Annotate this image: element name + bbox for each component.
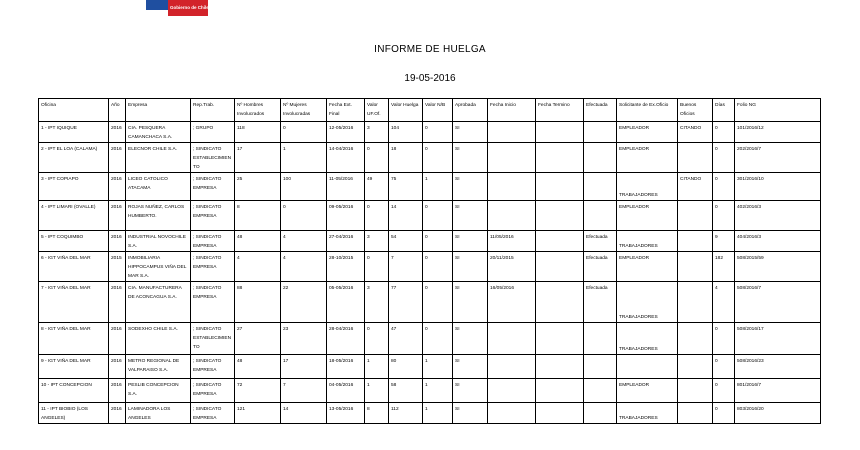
cell-valor-huelga: 54: [389, 231, 423, 252]
cell-empresa: CIA. PESQUERA CAMANCHACA S.A.: [126, 122, 191, 143]
cell-empresa: PESLIB CONCEPCION S.A.: [126, 379, 191, 403]
cell-fecha-termino: [536, 252, 584, 282]
cell-empresa: INMOBILIARIA HIPPOCAMPUS VIÑA DEL MAR S.A.: [126, 252, 191, 282]
cell-solicitante: EMPLEADOR: [617, 252, 678, 282]
cell-fecha-termino: [536, 201, 584, 231]
cell-fecha-ext: 11-05/2016: [327, 173, 365, 201]
cell-fecha-inicio: [488, 122, 536, 143]
cell-aprobada: SI: [453, 231, 488, 252]
cell-aprobada: SI: [453, 143, 488, 173]
cell-fecha-ext: 13-05/2016: [327, 403, 365, 424]
cell-solicitante: EMPLEADOR: [617, 122, 678, 143]
cell-mujeres: 14: [281, 403, 327, 424]
cell-fecha-inicio: [488, 379, 536, 403]
cell-rep-trab: ; GRUPO: [191, 122, 235, 143]
cell-oficina: 10 - IPT CONCEPCION: [39, 379, 109, 403]
cell-dias: 0: [713, 122, 735, 143]
cell-valor-huelga: 18: [389, 143, 423, 173]
cell-buenos-oficios: [678, 355, 713, 379]
cell-hombres: 17: [235, 143, 281, 173]
cell-dias: 0: [713, 355, 735, 379]
cell-ano: 2016: [109, 323, 126, 355]
cell-efectuada: [584, 122, 617, 143]
col-header-rep-trab: Rep.Trab.: [191, 99, 235, 122]
cell-solicitante: TRABAJADORES: [617, 323, 678, 355]
cell-efectuada: Efectuada: [584, 231, 617, 252]
table-row: [39, 355, 821, 379]
table-row: [39, 252, 821, 282]
cell-valor-uf: 3: [365, 231, 389, 252]
cell-valor-uf: 1: [365, 379, 389, 403]
cell-solicitante: TRABAJADORES: [617, 231, 678, 252]
cell-rep-trab: ; SINDICATO EMPRESA: [191, 201, 235, 231]
cell-solicitante: TRABAJADORES: [617, 403, 678, 424]
cell-oficina: 2 - IPT EL LOA (CALAMA): [39, 143, 109, 173]
cell-ano: 2016: [109, 173, 126, 201]
cell-valor-nb: 0: [423, 323, 453, 355]
cell-folio: 803/2016/20: [735, 403, 821, 424]
table-row: [39, 282, 821, 323]
cell-valor-huelga: 7: [389, 252, 423, 282]
cell-fecha-inicio: 11/05/2016: [488, 231, 536, 252]
col-header-fecha-inicio: Fecha Inicio: [488, 99, 536, 122]
col-header-oficina: Oficina: [39, 99, 109, 122]
cell-aprobada: SI: [453, 252, 488, 282]
cell-valor-uf: 3: [365, 282, 389, 323]
cell-valor-uf: 8: [365, 403, 389, 424]
cell-folio: 508/2016/7: [735, 282, 821, 323]
cell-valor-uf: 1: [365, 355, 389, 379]
cell-hombres: 88: [235, 282, 281, 323]
cell-fecha-ext: 12-05/2016: [327, 122, 365, 143]
table-row: [39, 379, 821, 403]
cell-valor-huelga: 104: [389, 122, 423, 143]
cell-dias: 0: [713, 323, 735, 355]
cell-valor-huelga: 77: [389, 282, 423, 323]
cell-hombres: 4: [235, 252, 281, 282]
cell-valor-uf: 0: [365, 323, 389, 355]
cell-ano: 2016: [109, 379, 126, 403]
cell-oficina: 7 - IGT VIÑA DEL MAR: [39, 282, 109, 323]
cell-dias: 0: [713, 403, 735, 424]
report-date: 19-05-2016: [404, 73, 456, 84]
cell-mujeres: 7: [281, 379, 327, 403]
cell-hombres: 27: [235, 323, 281, 355]
cell-rep-trab: ; SINDICATO EMPRESA: [191, 282, 235, 323]
cell-dias: 9: [713, 231, 735, 252]
col-header-valor-huelga: Valor Huelga: [389, 99, 423, 122]
cell-fecha-ext: 09-05/2016: [327, 201, 365, 231]
cell-valor-nb: 0: [423, 282, 453, 323]
cell-valor-nb: 1: [423, 379, 453, 403]
cell-ano: 2016: [109, 403, 126, 424]
cell-mujeres: 4: [281, 231, 327, 252]
cell-dias: 182: [713, 252, 735, 282]
cell-solicitante: [617, 355, 678, 379]
cell-ano: 2016: [109, 282, 126, 323]
cell-buenos-oficios: [678, 252, 713, 282]
cell-fecha-ext: 04-05/2016: [327, 379, 365, 403]
cell-aprobada: SI: [453, 173, 488, 201]
cell-empresa: LAMINADORA LOS ANGELES: [126, 403, 191, 424]
cell-hombres: 121: [235, 403, 281, 424]
cell-efectuada: [584, 143, 617, 173]
cell-valor-huelga: 58: [389, 379, 423, 403]
cell-oficina: 8 - IGT VIÑA DEL MAR: [39, 323, 109, 355]
cell-valor-huelga: 75: [389, 173, 423, 201]
cell-solicitante: EMPLEADOR: [617, 201, 678, 231]
logo-text: Gobierno de Chile: [170, 5, 209, 10]
cell-valor-nb: 1: [423, 173, 453, 201]
cell-oficina: 9 - IGT VIÑA DEL MAR: [39, 355, 109, 379]
cell-fecha-termino: [536, 403, 584, 424]
cell-hombres: 72: [235, 379, 281, 403]
cell-rep-trab: ; SINDICATO EMPRESA: [191, 355, 235, 379]
cell-folio: 801/2016/7: [735, 379, 821, 403]
table-header-row: [39, 99, 821, 122]
cell-empresa: LICEO CATOLICO ATACAMA: [126, 173, 191, 201]
cell-valor-huelga: 80: [389, 355, 423, 379]
cell-rep-trab: ; SINDICATO EMPRESA: [191, 173, 235, 201]
cell-valor-nb: 0: [423, 231, 453, 252]
cell-valor-uf: 49: [365, 173, 389, 201]
cell-fecha-termino: [536, 122, 584, 143]
cell-mujeres: 23: [281, 323, 327, 355]
cell-mujeres: 0: [281, 201, 327, 231]
cell-efectuada: [584, 379, 617, 403]
cell-hombres: 25: [235, 173, 281, 201]
col-header-fecha-ext: Fecha Ext. Final: [327, 99, 365, 122]
gobierno-logo: [146, 0, 208, 16]
cell-efectuada: [584, 173, 617, 201]
cell-ano: 2015: [109, 252, 126, 282]
cell-solicitante: EMPLEADOR: [617, 143, 678, 173]
cell-folio: 202/2016/7: [735, 143, 821, 173]
cell-mujeres: 1: [281, 143, 327, 173]
cell-rep-trab: ; SINDICATO EMPRESA: [191, 231, 235, 252]
cell-rep-trab: ; SINDICATO EMPRESA: [191, 379, 235, 403]
cell-empresa: INDUSTRIAL NOVOCHILE S.A.: [126, 231, 191, 252]
cell-efectuada: [584, 403, 617, 424]
cell-valor-uf: 0: [365, 252, 389, 282]
col-header-dias: Días: [713, 99, 735, 122]
cell-hombres: 118: [235, 122, 281, 143]
cell-valor-nb: 1: [423, 355, 453, 379]
cell-valor-huelga: 14: [389, 201, 423, 231]
cell-oficina: 11 - IPT BIOBIO (LOS ANGELES): [39, 403, 109, 424]
cell-valor-nb: 0: [423, 252, 453, 282]
cell-valor-nb: 0: [423, 122, 453, 143]
cell-folio: 508/2016/17: [735, 323, 821, 355]
cell-buenos-oficios: [678, 282, 713, 323]
cell-valor-huelga: 112: [389, 403, 423, 424]
cell-fecha-inicio: [488, 201, 536, 231]
cell-buenos-oficios: [678, 231, 713, 252]
cell-oficina: 3 - IPT COPIAPO: [39, 173, 109, 201]
cell-efectuada: Efectuada: [584, 252, 617, 282]
col-header-fecha-termino: Fecha Termino: [536, 99, 584, 122]
table-row: [39, 323, 821, 355]
cell-aprobada: SI: [453, 201, 488, 231]
col-header-buenos-oficios: Buenos Oficios: [678, 99, 713, 122]
cell-hombres: 8: [235, 201, 281, 231]
table-body: [39, 122, 821, 424]
report-title: INFORME DE HUELGA: [374, 44, 486, 55]
cell-ano: 2016: [109, 143, 126, 173]
cell-buenos-oficios: [678, 143, 713, 173]
col-header-ano: Año: [109, 99, 126, 122]
table-row: [39, 231, 821, 252]
cell-fecha-ext: 18-05/2016: [327, 355, 365, 379]
cell-mujeres: 22: [281, 282, 327, 323]
cell-valor-nb: 1: [423, 403, 453, 424]
cell-solicitante: TRABAJADORES: [617, 173, 678, 201]
cell-mujeres: 0: [281, 122, 327, 143]
cell-empresa: ELECNOR CHILE S.A.: [126, 143, 191, 173]
cell-rep-trab: ; SINDICATO ESTABLECIMIENTO: [191, 323, 235, 355]
cell-empresa: METRO REGIONAL DE VALPARAISO S.A.: [126, 355, 191, 379]
cell-mujeres: 4: [281, 252, 327, 282]
cell-dias: 0: [713, 379, 735, 403]
strike-report-table: [38, 98, 821, 424]
cell-aprobada: SI: [453, 323, 488, 355]
cell-oficina: 1 - IPT IQUIQUE: [39, 122, 109, 143]
cell-empresa: ROJAS NUÑEZ, CARLOS HUMBERTO.: [126, 201, 191, 231]
cell-aprobada: SI: [453, 403, 488, 424]
cell-empresa: SODEXHO CHILE S.A.: [126, 323, 191, 355]
cell-fecha-termino: [536, 143, 584, 173]
col-header-mujeres: Nº Mujeres Involucradas: [281, 99, 327, 122]
cell-valor-uf: 0: [365, 143, 389, 173]
cell-empresa: CIA. MANUFACTURERA DE ACONCAGUA S.A.: [126, 282, 191, 323]
cell-solicitante: TRABAJADORES: [617, 282, 678, 323]
cell-buenos-oficios: [678, 323, 713, 355]
cell-fecha-termino: [536, 355, 584, 379]
cell-fecha-ext: 28-10/2015: [327, 252, 365, 282]
table-row: [39, 143, 821, 173]
cell-folio: 301/2016/10: [735, 173, 821, 201]
cell-folio: 404/2016/3: [735, 231, 821, 252]
cell-efectuada: [584, 201, 617, 231]
cell-fecha-inicio: [488, 355, 536, 379]
cell-fecha-ext: 14-04/2016: [327, 143, 365, 173]
cell-fecha-termino: [536, 379, 584, 403]
cell-efectuada: [584, 323, 617, 355]
cell-valor-huelga: 47: [389, 323, 423, 355]
cell-rep-trab: ; SINDICATO ESTABLECIMIENTO: [191, 143, 235, 173]
col-header-solicitante: Solicitante de Ex.Oficio: [617, 99, 678, 122]
cell-dias: 0: [713, 143, 735, 173]
cell-fecha-termino: [536, 231, 584, 252]
cell-hombres: 48: [235, 355, 281, 379]
cell-fecha-inicio: [488, 173, 536, 201]
cell-buenos-oficios: [678, 403, 713, 424]
cell-folio: 402/2016/3: [735, 201, 821, 231]
col-header-valor-uf: Valor UF.Of.: [365, 99, 389, 122]
cell-fecha-inicio: [488, 323, 536, 355]
table-row: [39, 173, 821, 201]
col-header-hombres: Nº Hombres Involucrados: [235, 99, 281, 122]
table-row: [39, 403, 821, 424]
cell-ano: 2016: [109, 122, 126, 143]
cell-aprobada: SI: [453, 379, 488, 403]
cell-aprobada: SI: [453, 355, 488, 379]
cell-buenos-oficios: CITANDO: [678, 173, 713, 201]
cell-efectuada: Efectuada: [584, 282, 617, 323]
cell-buenos-oficios: [678, 201, 713, 231]
col-header-valor-nb: Valor N/B: [423, 99, 453, 122]
cell-dias: 0: [713, 173, 735, 201]
cell-folio: 508/2016/23: [735, 355, 821, 379]
cell-oficina: 5 - IPT COQUIMBO: [39, 231, 109, 252]
cell-folio: 508/2015/59: [735, 252, 821, 282]
cell-mujeres: 100: [281, 173, 327, 201]
cell-fecha-ext: 28-04/2016: [327, 323, 365, 355]
cell-valor-nb: 0: [423, 143, 453, 173]
cell-fecha-termino: [536, 282, 584, 323]
cell-ano: 2016: [109, 355, 126, 379]
cell-hombres: 48: [235, 231, 281, 252]
cell-dias: 4: [713, 282, 735, 323]
cell-aprobada: SI: [453, 122, 488, 143]
cell-fecha-termino: [536, 323, 584, 355]
table-row: [39, 122, 821, 143]
col-header-efectuada: Efectuada: [584, 99, 617, 122]
col-header-folio: Folio NG: [735, 99, 821, 122]
cell-efectuada: [584, 355, 617, 379]
cell-buenos-oficios: [678, 379, 713, 403]
cell-oficina: 4 - IPT LIMARI (OVALLE): [39, 201, 109, 231]
cell-fecha-inicio: [488, 403, 536, 424]
cell-valor-uf: 3: [365, 122, 389, 143]
cell-buenos-oficios: CITANDO: [678, 122, 713, 143]
cell-fecha-ext: 05-05/2016: [327, 282, 365, 323]
cell-fecha-termino: [536, 173, 584, 201]
cell-folio: 101/2016/12: [735, 122, 821, 143]
cell-aprobada: SI: [453, 282, 488, 323]
cell-oficina: 6 - IGT VIÑA DEL MAR: [39, 252, 109, 282]
cell-valor-nb: 0: [423, 201, 453, 231]
cell-solicitante: EMPLEADOR: [617, 379, 678, 403]
col-header-empresa: Empresa: [126, 99, 191, 122]
cell-fecha-inicio: 20/11/2015: [488, 252, 536, 282]
cell-mujeres: 17: [281, 355, 327, 379]
col-header-aprobada: Aprobada: [453, 99, 488, 122]
cell-fecha-inicio: 16/05/2016: [488, 282, 536, 323]
cell-valor-uf: 0: [365, 201, 389, 231]
cell-ano: 2016: [109, 231, 126, 252]
cell-rep-trab: ; SINDICATO EMPRESA: [191, 252, 235, 282]
cell-fecha-inicio: [488, 143, 536, 173]
cell-ano: 2016: [109, 201, 126, 231]
cell-rep-trab: ; SINDICATO EMPRESA: [191, 403, 235, 424]
table-row: [39, 201, 821, 231]
cell-dias: 0: [713, 201, 735, 231]
cell-fecha-ext: 27-04/2016: [327, 231, 365, 252]
